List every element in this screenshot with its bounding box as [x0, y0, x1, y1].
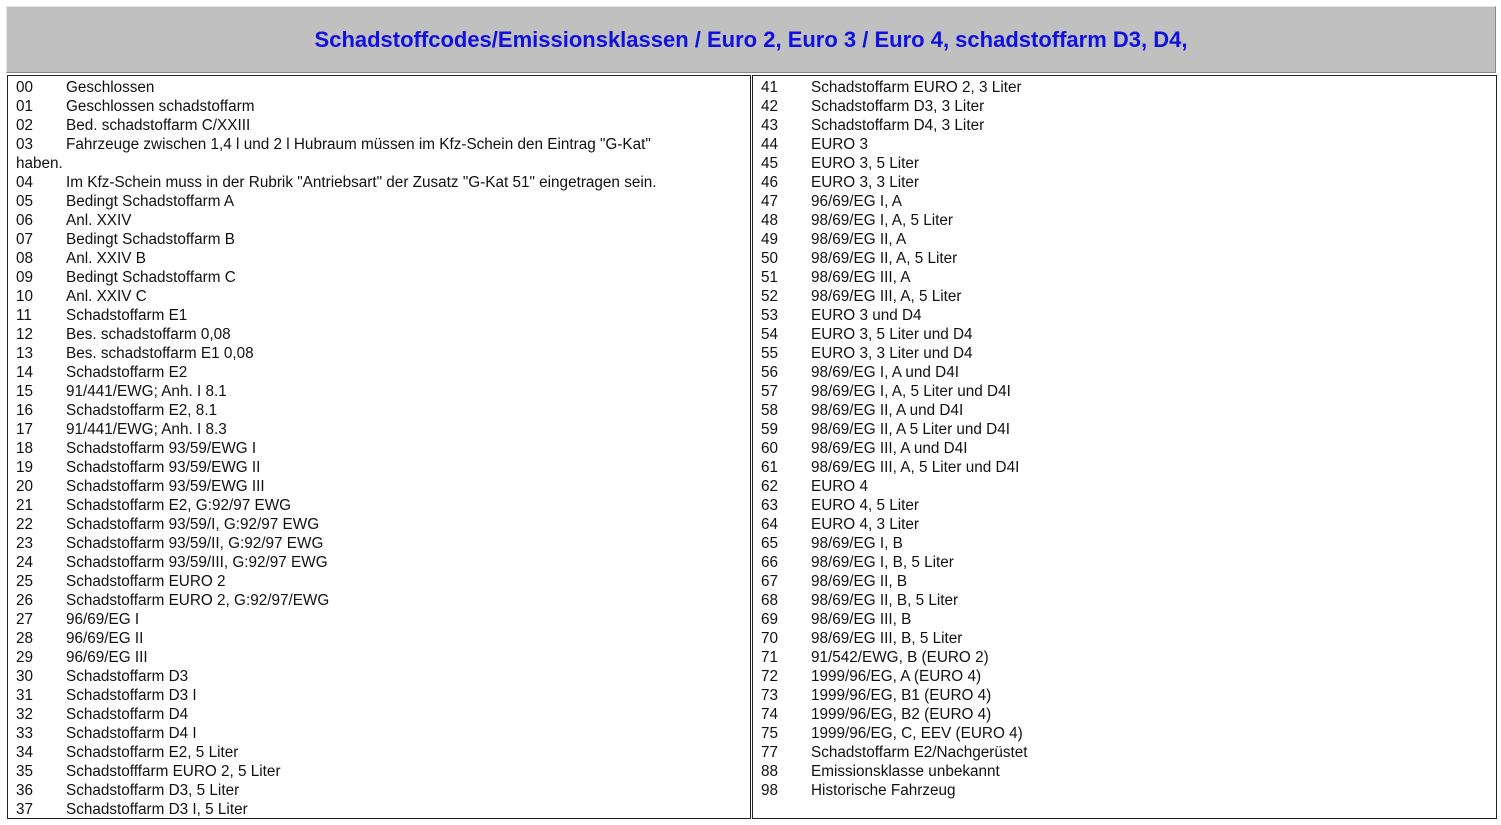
- emission-description: EURO 3: [811, 136, 868, 153]
- emission-code: 34: [16, 744, 34, 761]
- emission-code: 09: [16, 269, 34, 286]
- list-item: [16, 648, 750, 667]
- emission-description: Schadstoffarm 93/59/II, G:92/97 EWG: [66, 535, 324, 552]
- emission-description: EURO 3 und D4: [811, 307, 922, 324]
- emission-description: 98/69/EG III, A, 5 Liter und D4I: [811, 459, 1020, 476]
- list-item: [761, 629, 1496, 648]
- emission-description: Im Kfz-Schein muss in der Rubrik "Antriebsart" der Zusatz "G-Kat 51" eingetragen sein.: [66, 174, 657, 191]
- emission-description: Historische Fahrzeug: [811, 782, 956, 799]
- list-item: [761, 458, 1496, 477]
- emission-code: 69: [761, 611, 779, 628]
- emission-code: 43: [761, 117, 779, 134]
- emission-code: 54: [761, 326, 779, 343]
- emission-description: Schadstoffarm D3: [66, 668, 189, 685]
- emission-code: 45: [761, 155, 779, 172]
- emission-description: 91/441/EWG; Anh. I 8.3: [66, 421, 227, 438]
- emission-description: 1999/96/EG, B1 (EURO 4): [811, 687, 992, 704]
- emission-code: 65: [761, 535, 779, 552]
- emission-code: 12: [16, 326, 34, 343]
- list-item: [16, 325, 750, 344]
- list-item: [16, 553, 750, 572]
- emission-description: Schadstoffarm D4, 3 Liter: [811, 117, 985, 134]
- emission-description: Anl. XXIV B: [66, 250, 146, 267]
- list-item: [16, 477, 750, 496]
- list-item: [16, 230, 750, 249]
- list-item: [761, 705, 1496, 724]
- emission-code: 31: [16, 687, 34, 704]
- emission-code: 08: [16, 250, 34, 267]
- list-item: [16, 97, 750, 116]
- emission-code: 02: [16, 117, 34, 134]
- emission-code: 07: [16, 231, 34, 248]
- emission-description: 98/69/EG II, A 5 Liter und D4I: [811, 421, 1010, 438]
- emission-code: 47: [761, 193, 779, 210]
- emission-code: 49: [761, 231, 779, 248]
- list-item: [761, 420, 1496, 439]
- list-item: [761, 401, 1496, 420]
- emission-description: 98/69/EG II, B: [811, 573, 908, 590]
- list-item: [16, 610, 750, 629]
- list-item: [16, 458, 750, 477]
- emission-description: 98/69/EG I, A und D4I: [811, 364, 959, 381]
- emission-code: 33: [16, 725, 34, 742]
- emission-code: 14: [16, 364, 34, 381]
- emission-code: 15: [16, 383, 34, 400]
- emission-description: 98/69/EG II, A und D4I: [811, 402, 964, 419]
- list-item: [16, 762, 750, 781]
- emission-code: 22: [16, 516, 34, 533]
- left-column-list: [8, 76, 750, 819]
- emission-description: Schadstoffarm D3 I, 5 Liter: [66, 801, 248, 818]
- emission-description: Bedingt Schadstoffarm B: [66, 231, 235, 248]
- list-item: [761, 553, 1496, 572]
- list-item: [761, 363, 1496, 382]
- emission-description: Fahrzeuge zwischen 1,4 l und 2 l Hubraum müssen im Kfz-Schein den Eintrag "G-Kat": [66, 136, 651, 153]
- list-item: [761, 154, 1496, 173]
- emission-description: Schadstoffarm EURO 2, G:92/97/EWG: [66, 592, 330, 609]
- emission-description: Schadstoffarm D4 I: [66, 725, 197, 742]
- emission-description: 98/69/EG I, A, 5 Liter und D4I: [811, 383, 1011, 400]
- emission-code: 68: [761, 592, 779, 609]
- list-item: [761, 230, 1496, 249]
- list-item: [16, 667, 750, 686]
- list-item: [16, 211, 750, 230]
- emission-code: 51: [761, 269, 779, 286]
- emission-code: 16: [16, 402, 34, 419]
- list-item: [16, 705, 750, 724]
- emission-code: 13: [16, 345, 34, 362]
- list-item: [761, 306, 1496, 325]
- emission-code: 70: [761, 630, 779, 647]
- emission-code: 00: [16, 79, 34, 96]
- emission-code: 03: [16, 136, 34, 153]
- list-item: [16, 572, 750, 591]
- list-item: [16, 686, 750, 705]
- list-item: [16, 306, 750, 325]
- emission-description: 98/69/EG III, A und D4I: [811, 440, 968, 457]
- emission-description: Schadstoffarm 93/59/III, G:92/97 EWG: [66, 554, 328, 571]
- list-item: [16, 591, 750, 610]
- emission-code: 64: [761, 516, 779, 533]
- emission-description: Schadstoffarm E1: [66, 307, 188, 324]
- emission-description: Bes. schadstoffarm E1 0,08: [66, 345, 254, 362]
- emission-description: 96/69/EG I, A: [811, 193, 902, 210]
- emission-description: 98/69/EG II, A: [811, 231, 907, 248]
- emission-description: EURO 3, 3 Liter: [811, 174, 919, 191]
- list-item: [761, 667, 1496, 686]
- emission-description: Schadstoffarm E2/Nachgerüstet: [811, 744, 1028, 761]
- list-item: [16, 173, 750, 192]
- emission-description: EURO 3, 5 Liter: [811, 155, 919, 172]
- emission-description: Schadstoffarm EURO 2: [66, 573, 226, 590]
- emission-code: 35: [16, 763, 34, 780]
- emission-description: Schadstoffarm E2, 8.1: [66, 402, 218, 419]
- list-item: [761, 382, 1496, 401]
- emission-description: 96/69/EG I: [66, 611, 140, 628]
- list-item: [761, 135, 1496, 154]
- list-item: [761, 610, 1496, 629]
- emission-code: 77: [761, 744, 779, 761]
- emission-code: 60: [761, 440, 779, 457]
- list-item: [16, 287, 750, 306]
- list-item: [16, 192, 750, 211]
- emission-code: 17: [16, 421, 34, 438]
- list-item: [16, 268, 750, 287]
- left-column: [7, 75, 751, 819]
- list-item: [16, 401, 750, 420]
- emission-description: 1999/96/EG, A (EURO 4): [811, 668, 982, 685]
- emission-code: 25: [16, 573, 34, 590]
- emission-description: 98/69/EG II, A, 5 Liter: [811, 250, 958, 267]
- emission-code: 18: [16, 440, 34, 457]
- emission-description-continuation: haben.: [16, 155, 63, 172]
- emission-description: Schadstofffarm EURO 2, 5 Liter: [66, 763, 281, 780]
- emission-code: 61: [761, 459, 779, 476]
- emission-code: 41: [761, 79, 779, 96]
- list-item: [16, 363, 750, 382]
- emission-code: 55: [761, 345, 779, 362]
- list-item: [761, 116, 1496, 135]
- emission-description: Bedingt Schadstoffarm A: [66, 193, 235, 210]
- emission-code: 63: [761, 497, 779, 514]
- emission-code: 36: [16, 782, 34, 799]
- emission-description: Schadstoffarm D3 I: [66, 687, 197, 704]
- list-item: [761, 686, 1496, 705]
- list-item: [761, 496, 1496, 515]
- emission-description: Schadstoffarm 93/59/EWG III: [66, 478, 265, 495]
- emission-description: 96/69/EG III: [66, 649, 148, 666]
- emission-code: 57: [761, 383, 779, 400]
- emission-code: 58: [761, 402, 779, 419]
- emission-code: 98: [761, 782, 779, 799]
- list-item: [16, 116, 750, 135]
- list-item: [16, 420, 750, 439]
- emission-code: 11: [16, 307, 32, 324]
- emission-code: 04: [16, 174, 34, 191]
- list-item: [16, 724, 750, 743]
- emission-code: 06: [16, 212, 34, 229]
- emission-description: Schadstoffarm 93/59/I, G:92/97 EWG: [66, 516, 320, 533]
- emission-description: Geschlossen: [66, 79, 155, 96]
- emission-description: Anl. XXIV C: [66, 288, 147, 305]
- list-item: [761, 287, 1496, 306]
- emission-description: Schadstoffarm D4: [66, 706, 189, 723]
- list-item: [761, 78, 1496, 97]
- list-item: [761, 781, 1496, 800]
- emission-description: 91/441/EWG; Anh. I 8.1: [66, 383, 227, 400]
- emission-description: Schadstoffarm 93/59/EWG I: [66, 440, 257, 457]
- emission-description: 98/69/EG I, B: [811, 535, 903, 552]
- list-item: [16, 800, 750, 819]
- emission-description: 98/69/EG II, B, 5 Liter: [811, 592, 959, 609]
- emission-description: 98/69/EG III, B: [811, 611, 912, 628]
- list-item: [16, 781, 750, 800]
- emission-code: 62: [761, 478, 779, 495]
- emission-code: 26: [16, 592, 34, 609]
- list-item: [761, 325, 1496, 344]
- page-title: Schadstoffcodes/Emissionsklassen / Euro 2, Euro 3 / Euro 4, schadstoffarm D3, D4,: [314, 27, 1188, 52]
- emission-code: 75: [761, 725, 779, 742]
- emission-code: 48: [761, 212, 779, 229]
- list-item: [761, 173, 1496, 192]
- emission-code: 50: [761, 250, 779, 267]
- emission-description: EURO 4, 5 Liter: [811, 497, 919, 514]
- emission-description: Geschlossen schadstoffarm: [66, 98, 255, 115]
- emission-description: Schadstoffarm D3, 3 Liter: [811, 98, 985, 115]
- list-item: [16, 534, 750, 553]
- list-item: [761, 743, 1496, 762]
- emission-description: 1999/96/EG, C, EEV (EURO 4): [811, 725, 1023, 742]
- emission-code: 10: [16, 288, 34, 305]
- emission-description: 98/69/EG III, A, 5 Liter: [811, 288, 962, 305]
- list-item: [16, 382, 750, 401]
- emission-code: 21: [16, 497, 34, 514]
- emission-description: 96/69/EG II: [66, 630, 144, 647]
- right-column-list: [753, 76, 1496, 800]
- emission-code: 56: [761, 364, 779, 381]
- list-item: [761, 192, 1496, 211]
- emission-code: 27: [16, 611, 34, 628]
- emission-code: 20: [16, 478, 34, 495]
- list-item: [761, 534, 1496, 553]
- emission-code: 59: [761, 421, 779, 438]
- emission-description: 91/542/EWG, B (EURO 2): [811, 649, 989, 666]
- emission-code: 44: [761, 136, 779, 153]
- emission-code: 72: [761, 668, 779, 685]
- emission-code: 23: [16, 535, 34, 552]
- emission-description: Schadstoffarm E2, G:92/97 EWG: [66, 497, 292, 514]
- emission-code: 71: [761, 649, 779, 666]
- list-item: [761, 268, 1496, 287]
- list-item: [761, 515, 1496, 534]
- emission-code: 29: [16, 649, 34, 666]
- list-item: [761, 762, 1496, 781]
- list-item: [761, 249, 1496, 268]
- emission-code: 19: [16, 459, 34, 476]
- list-item: [16, 78, 750, 97]
- list-item: [761, 591, 1496, 610]
- emission-description: EURO 3, 5 Liter und D4: [811, 326, 973, 343]
- list-item: [761, 344, 1496, 363]
- emission-description: Bed. schadstoffarm C/XXIII: [66, 117, 251, 134]
- list-item: [761, 211, 1496, 230]
- list-item: [16, 515, 750, 534]
- emission-description: Schadstoffarm E2, 5 Liter: [66, 744, 239, 761]
- emission-code: 66: [761, 554, 779, 571]
- header-bar: [6, 6, 1496, 73]
- emission-code: 24: [16, 554, 34, 571]
- list-item: [761, 572, 1496, 591]
- list-item: [16, 249, 750, 268]
- emission-code: 46: [761, 174, 779, 191]
- emission-code: 28: [16, 630, 34, 647]
- list-item: [16, 496, 750, 515]
- emission-code: 42: [761, 98, 779, 115]
- list-item: [16, 629, 750, 648]
- emission-description: Emissionsklasse unbekannt: [811, 763, 1000, 780]
- emission-code: 32: [16, 706, 34, 723]
- emission-description: EURO 4, 3 Liter: [811, 516, 919, 533]
- list-item: [16, 439, 750, 458]
- list-item: [16, 344, 750, 363]
- emission-code: 52: [761, 288, 779, 305]
- emission-description: 98/69/EG III, A: [811, 269, 911, 286]
- list-item: [761, 439, 1496, 458]
- emission-description: Bedingt Schadstoffarm C: [66, 269, 236, 286]
- emission-description: EURO 4: [811, 478, 868, 495]
- emission-code: 73: [761, 687, 779, 704]
- emission-description: Schadstoffarm E2: [66, 364, 188, 381]
- emission-description: Schadstoffarm 93/59/EWG II: [66, 459, 261, 476]
- emission-description: EURO 3, 3 Liter und D4: [811, 345, 973, 362]
- emission-code: 74: [761, 706, 779, 723]
- emission-description: 98/69/EG I, A, 5 Liter: [811, 212, 954, 229]
- emission-code: 53: [761, 307, 779, 324]
- emission-description: 98/69/EG I, B, 5 Liter: [811, 554, 954, 571]
- list-item: [16, 743, 750, 762]
- right-column: [752, 75, 1497, 819]
- emission-code: 05: [16, 193, 34, 210]
- emission-description: 98/69/EG III, B, 5 Liter: [811, 630, 963, 647]
- list-item: [16, 135, 750, 154]
- list-item: [761, 97, 1496, 116]
- emission-code: 01: [16, 98, 34, 115]
- list-item: [761, 477, 1496, 496]
- emission-code: 37: [16, 801, 34, 818]
- list-item: [761, 724, 1496, 743]
- emission-code: 30: [16, 668, 34, 685]
- emission-code: 88: [761, 763, 779, 780]
- emission-code: 67: [761, 573, 779, 590]
- emission-description: 1999/96/EG, B2 (EURO 4): [811, 706, 992, 723]
- emission-description: Schadstoffarm EURO 2, 3 Liter: [811, 79, 1022, 96]
- emission-description: Anl. XXIV: [66, 212, 132, 229]
- list-item: [761, 648, 1496, 667]
- emission-description: Schadstoffarm D3, 5 Liter: [66, 782, 240, 799]
- emission-description: Bes. schadstoffarm 0,08: [66, 326, 231, 343]
